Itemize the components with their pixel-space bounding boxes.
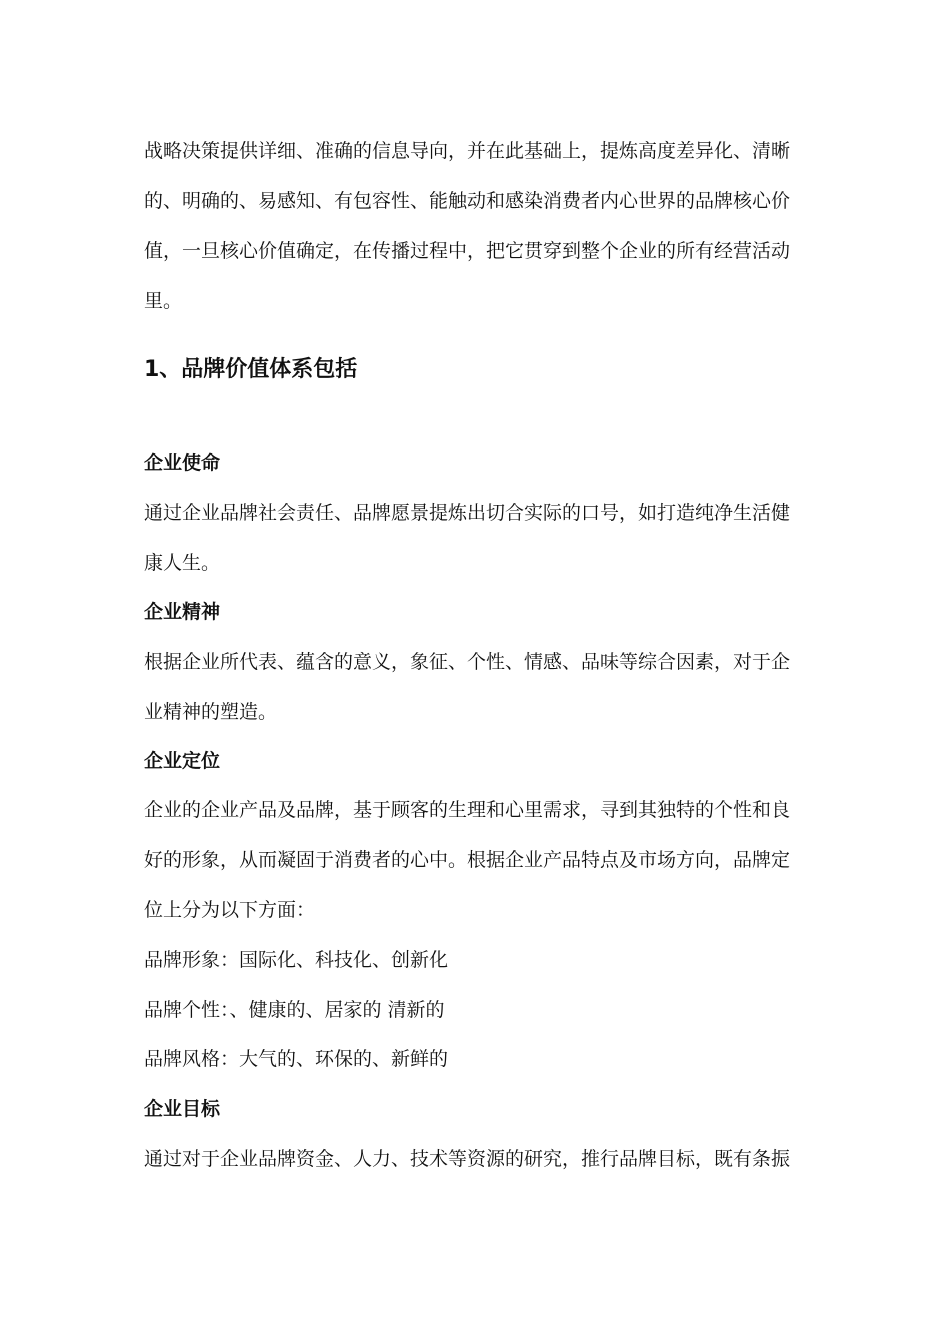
goal-title: 企业目标 bbox=[144, 1098, 221, 1120]
intro-paragraph bbox=[144, 126, 808, 326]
intro-line-2: 的、明确的、易感知、有包容性、能触动和感染消费者内心世界的品牌核心价 bbox=[144, 190, 791, 212]
spirit-title: 企业精神 bbox=[144, 601, 221, 623]
goal-paragraph bbox=[144, 1134, 808, 1184]
spirit-line-1: 根据企业所代表、蕴含的意义，象征、个性、情感、品味等综合因素，对于企 bbox=[144, 651, 791, 673]
goal-line-1: 通过对于企业品牌资金、人力、技术等资源的研究，推行品牌目标，既有条振 bbox=[144, 1148, 791, 1170]
intro-line-4: 里。 bbox=[144, 290, 183, 312]
intro-line-1: 战略决策提供详细、准确的信息导向，并在此基础上，提炼高度差异化、清晰 bbox=[144, 140, 791, 162]
brand-image-line: 品牌形象：国际化、科技化、创新化 bbox=[144, 949, 449, 971]
positioning-line-2: 好的形象，从而凝固于消费者的心中。根据企业产品特点及市场方向，品牌定 bbox=[144, 849, 791, 871]
positioning-paragraph bbox=[144, 785, 808, 935]
mission-paragraph bbox=[144, 488, 808, 588]
mission-line-1: 通过企业品牌社会责任、品牌愿景提炼出切合实际的口号，如打造纯净生活健 bbox=[144, 502, 791, 524]
positioning-line-3: 位上分为以下方面： bbox=[144, 899, 316, 921]
positioning-title: 企业定位 bbox=[144, 750, 221, 772]
brand-personality-line: 品牌个性：、健康的、居家的 清新的 bbox=[144, 999, 445, 1021]
section-title: 1、品牌价值体系包括 bbox=[144, 357, 358, 382]
intro-line-3: 值，一旦核心价值确定，在传播过程中，把它贯穿到整个企业的所有经营活动 bbox=[144, 240, 791, 262]
spirit-paragraph bbox=[144, 637, 808, 737]
mission-line-2: 康人生。 bbox=[144, 552, 221, 574]
positioning-line-1: 企业的企业产品及品牌，基于顾客的生理和心里需求，寻到其独特的个性和良 bbox=[144, 799, 791, 821]
spirit-line-2: 业精神的塑造。 bbox=[144, 701, 278, 723]
mission-title: 企业使命 bbox=[144, 452, 221, 474]
brand-style-line: 品牌风格：大气的、环保的、新鲜的 bbox=[144, 1048, 449, 1070]
